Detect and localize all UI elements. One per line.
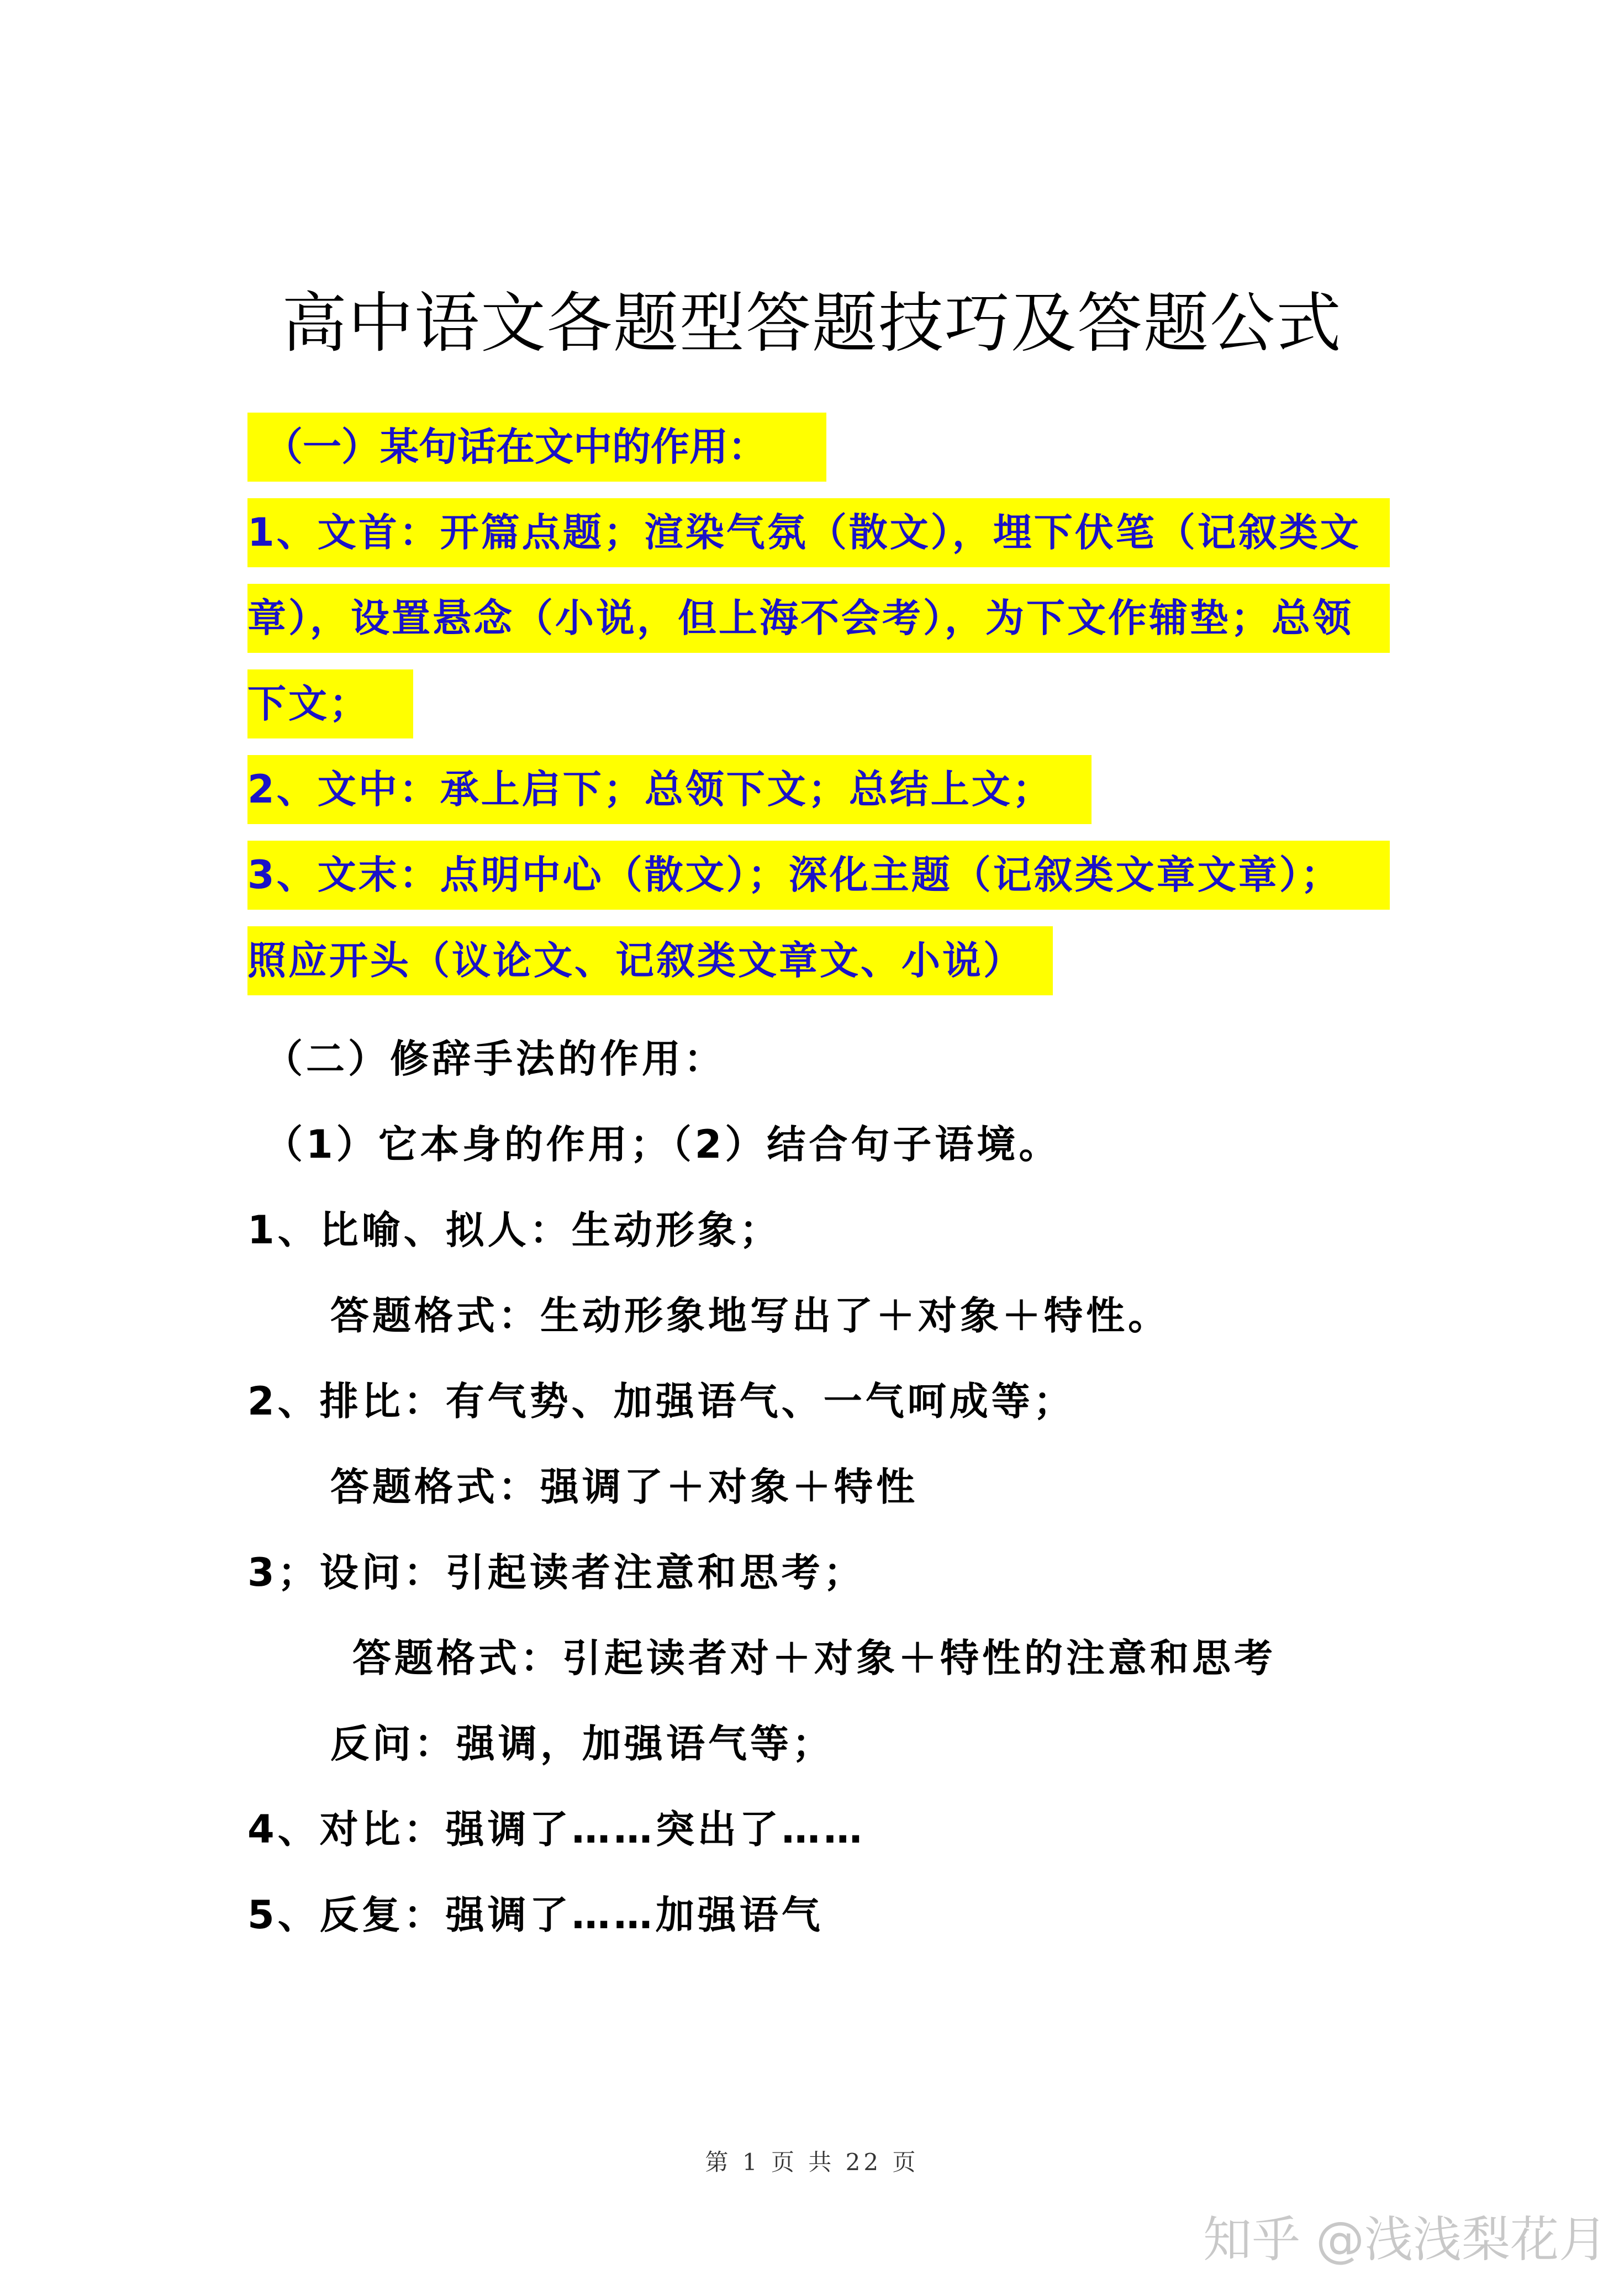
section1-line-4: 2、文中：承上启下；总领下文；总结上文； [247, 755, 1092, 824]
section1-heading: （一）某句话在文中的作用： [247, 413, 826, 482]
section2-line-9: 4、对比：强调了……突出了…… [247, 1807, 866, 1852]
section2-line-4: 2、排比：有气势、加强语气、一气呵成等； [247, 1379, 1075, 1424]
section1-line-3: 下文； [247, 669, 413, 738]
section2-line-5: 答题格式：强调了＋对象＋特性 [330, 1464, 918, 1510]
section2-line-1: （1）它本身的作用；（2）结合句子语境。 [264, 1122, 1061, 1167]
section2-heading: （二）修辞手法的作用： [264, 1036, 726, 1081]
watermark: 知乎 @浅浅梨花月 [1203, 2211, 1607, 2268]
section2-line-6: 3；设问：引起读者注意和思考； [247, 1550, 866, 1595]
section1-line-5: 3、文末：点明中心（散文）；深化主题（记叙类文章文章）； [247, 841, 1390, 910]
section1-line-6: 照应开头（议论文、记叙类文章文、小说） [247, 926, 1053, 995]
section2-line-2: 1、比喻、拟人：生动形象； [247, 1207, 782, 1253]
section2-line-8: 反问：强调，加强语气等； [330, 1721, 834, 1766]
page-title: 高中语文各题型答题技巧及答题公式 [281, 285, 1342, 361]
section1-line-2: 章），设置悬念（小说，但上海不会考），为下文作辅垫；总领 [247, 584, 1390, 653]
section2-line-10: 5、反复：强调了……加强语气 [247, 1892, 824, 1938]
section2-line-7: 答题格式：引起读者对＋对象＋特性的注意和思考 [352, 1635, 1276, 1681]
section1-line-1: 1、文首：开篇点题；渲染气氛（散文），埋下伏笔（记叙类文 [247, 498, 1390, 567]
section2-line-3: 答题格式：生动形象地写出了＋对象＋特性。 [330, 1293, 1170, 1338]
page-footer: 第 1 页 共 22 页 [705, 2149, 919, 2176]
